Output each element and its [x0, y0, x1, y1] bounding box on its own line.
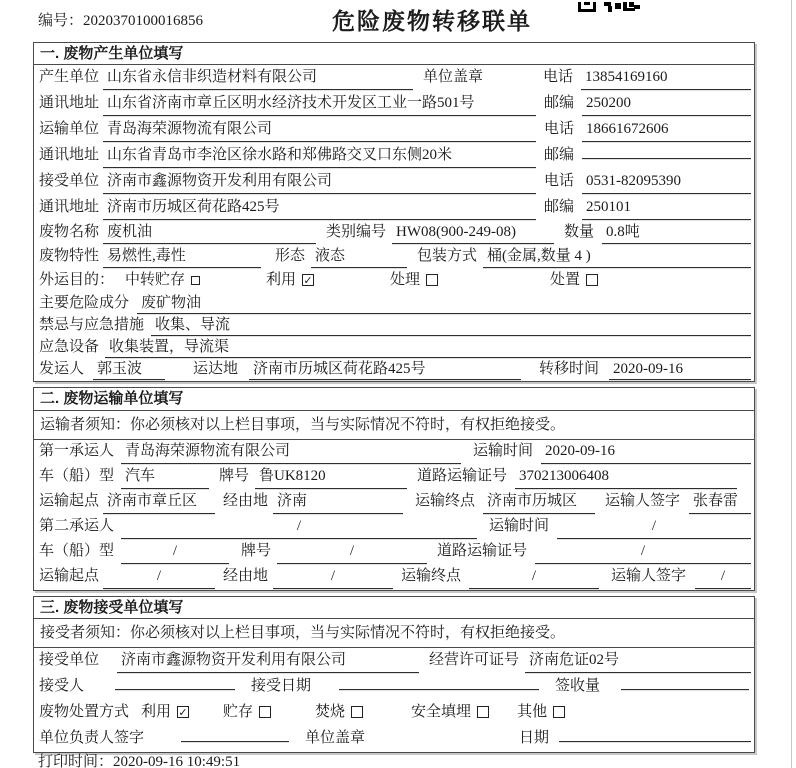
row-second-carrier [34, 515, 754, 540]
route2-start-label: 运输起点 [39, 568, 99, 584]
route1-sign-value: 张春雷 [689, 490, 751, 514]
road-license2-label: 道路运输证号 [437, 543, 528, 559]
acceptor-label: 接受人 [39, 678, 85, 694]
accept-date-label: 接受日期 [251, 678, 312, 694]
route2-end-label: 运输终点 [401, 568, 462, 584]
accepting-unit-value: 济南市鑫源物资开发利用有限公司 [117, 648, 419, 673]
road-license1-value: 370213006408 [515, 465, 737, 489]
producer-zip-value: 250200 [582, 91, 751, 116]
accepting-unit-label: 接受单位 [39, 652, 99, 668]
print-time [38, 750, 240, 768]
disposal-option-other [517, 700, 565, 724]
row-receiver-unit [34, 169, 754, 195]
row-accepting-unit [34, 648, 754, 674]
receiver-notice: 接受者须知：你必须核对以上栏目事项，当与实际情况不符时，有权拒绝接受。 [34, 619, 754, 648]
vehicle-type2-value: / [121, 540, 229, 564]
plate1-value: 鲁UK8120 [255, 465, 407, 489]
row-producer-address [34, 91, 754, 117]
transfer-time-label: 转移时间 [539, 361, 600, 377]
purpose-utilize-label: 利用 [266, 272, 297, 288]
disposal-storage-checkbox [259, 706, 271, 718]
second-carrier-label: 第二承运人 [39, 518, 115, 534]
waste-form-label: 形态 [275, 248, 306, 264]
disposal-option-incinerate [315, 700, 363, 724]
route1-sign-label: 运输人签字 [605, 493, 681, 509]
first-carrier-value: 青岛海荣源物流有限公司 [121, 440, 461, 464]
receiver-address-value: 济南市历城区荷花路425号 [103, 195, 536, 220]
row-acceptor [34, 674, 754, 700]
producer-address-label: 通讯地址 [39, 95, 99, 111]
transport-address-value: 山东省青岛市李沧区徐水路和郑佛路交叉口东侧20米 [103, 143, 536, 168]
row-emergency-measures [34, 315, 754, 337]
disposal-incinerate-label: 焚烧 [315, 704, 346, 720]
row-waste-name [34, 221, 754, 245]
row-hazard-components [34, 293, 754, 315]
first-carrier-label: 第一承运人 [39, 443, 115, 459]
transport-phone-value: 18661672606 [582, 117, 751, 142]
waste-qty-value: 0.8吨 [602, 221, 751, 244]
producer-phone-value: 13854169160 [581, 65, 751, 90]
plate2-value: / [277, 540, 427, 564]
shipper-value: 郭玉波 [93, 359, 165, 380]
purpose-dispose-checkbox [586, 274, 598, 286]
emergency-equipment-value: 收集装置，导流渠 [105, 337, 751, 358]
route2-via-value: / [273, 565, 393, 589]
accept-date-value [339, 675, 539, 690]
transfer-time-value: 2020-09-16 [609, 359, 751, 380]
transport-time2-value: / [557, 515, 751, 539]
transport-time1-value: 2020-09-16 [541, 440, 751, 464]
section-transporter [33, 387, 755, 591]
road-license2-value: / [535, 540, 751, 564]
disposal-other-checkbox [553, 706, 565, 718]
transport-zip-label: 邮编 [544, 147, 575, 163]
waste-category-label: 类别编号 [326, 224, 387, 240]
row-route1 [34, 490, 754, 515]
producer-zip-label: 邮编 [544, 95, 575, 111]
producer-phone-label: 电话 [543, 69, 574, 85]
row-disposal-method [34, 700, 754, 726]
disposal-incinerate-checkbox [351, 706, 363, 718]
operating-license-value: 济南危证02号 [525, 648, 751, 673]
unit-seal2-label: 单位盖章 [305, 730, 365, 746]
unit-seal-label: 单位盖章 [423, 69, 483, 85]
purpose-utilize-checkbox: ✓ [303, 274, 313, 286]
emergency-measures-value: 收集、导流 [151, 315, 751, 336]
hazard-components-value: 废矿物油 [137, 293, 751, 314]
receiver-unit-value: 济南市鑫源物资开发利用有限公司 [103, 169, 536, 194]
emergency-measures-label: 禁忌与应急措施 [39, 317, 145, 333]
print-time-value: 2020-09-16 10:49:51 [113, 754, 241, 768]
transport-time2-label: 运输时间 [489, 518, 550, 534]
waste-property-label: 废物特性 [39, 248, 99, 264]
disposal-method-label: 废物处置方式 [39, 704, 130, 720]
row-route2 [34, 565, 754, 590]
transport-time1-label: 运输时间 [473, 443, 534, 459]
print-time-label: 打印时间： [38, 754, 114, 768]
purpose-treat-checkbox [426, 274, 438, 286]
route2-end-value: / [469, 565, 599, 589]
disposal-storage-label: 贮存 [223, 704, 254, 720]
waste-name-value: 废机油 [103, 221, 316, 244]
vehicle-type2-label: 车（船）型 [39, 543, 115, 559]
shipper-label: 发运人 [39, 361, 85, 377]
route1-start-value: 济南市章丘区 [103, 490, 215, 514]
form-content [0, 42, 796, 758]
disposal-landfill-label: 安全填埋 [411, 704, 472, 720]
page-title: 危险废物转移联单 [332, 8, 532, 34]
disposal-other-label: 其他 [517, 704, 548, 720]
row-waste-property [34, 245, 754, 269]
transport-phone-label: 电话 [544, 121, 575, 137]
route2-start-value: / [103, 565, 215, 589]
row-vehicle2 [34, 540, 754, 565]
row-transfer-purpose [34, 269, 754, 293]
receiver-zip-label: 邮编 [544, 199, 575, 215]
transport-zip-value [582, 144, 751, 159]
route2-sign-label: 运输人签字 [611, 568, 687, 584]
section-producer [33, 42, 755, 382]
operating-license-label: 经营许可证号 [429, 652, 520, 668]
producer-unit-label: 产生单位 [39, 69, 99, 85]
waste-name-label: 废物名称 [39, 224, 99, 240]
destination-label: 运达地 [193, 361, 239, 377]
purpose-label: 外运目的： [39, 272, 115, 288]
signed-amount-value [621, 675, 749, 690]
receiver-address-label: 通讯地址 [39, 199, 99, 215]
producer-unit-value: 山东省永信非织造材料有限公司 [103, 65, 413, 90]
acceptor-value [115, 675, 235, 690]
packaging-value: 桶(金属,数量 4 ) [483, 245, 751, 268]
responsible-signature-value [181, 727, 289, 742]
seal-date-label: 日期 [519, 730, 550, 746]
receiver-unit-label: 接受单位 [39, 173, 99, 189]
document-number-label: 编号： [38, 13, 84, 29]
disposal-utilize-checkbox: ✓ [178, 706, 188, 718]
section-receiver [33, 596, 755, 753]
disposal-landfill-checkbox [477, 706, 489, 718]
producer-address-value: 山东省济南市章丘区明水经济技术开发区工业一路501号 [103, 91, 536, 116]
vehicle-type1-label: 车（船）型 [39, 468, 115, 484]
route1-via-label: 经由地 [223, 493, 269, 509]
responsible-signature-label: 单位负责人签字 [39, 730, 145, 746]
row-transport-unit [34, 117, 754, 143]
row-receiver-address [34, 195, 754, 221]
route1-end-value: 济南市历城区 [483, 490, 595, 514]
destination-value: 济南市历城区荷花路425号 [249, 359, 521, 380]
disposal-utilize-label: 利用 [141, 704, 172, 720]
emergency-equipment-label: 应急设备 [39, 339, 99, 355]
qr-code-fragment-icon [578, 0, 640, 11]
route2-via-label: 经由地 [223, 568, 269, 584]
second-carrier-value: / [121, 515, 477, 539]
waste-qty-label: 数量 [564, 224, 595, 240]
plate1-label: 牌号 [219, 468, 250, 484]
transporter-notice: 运输者须知：你必须核对以上栏目事项，当与实际情况不符时，有权拒绝接受。 [34, 411, 754, 440]
purpose-treat-label: 处理 [390, 272, 421, 288]
waste-property-value: 易燃性,毒性 [103, 245, 261, 268]
waste-form-value: 液态 [311, 245, 407, 268]
route1-start-label: 运输起点 [39, 493, 99, 509]
section-receiver-title: 三. 废物接受单位填写 [34, 597, 754, 619]
document-number-value: 2020370100016856 [83, 13, 204, 29]
purpose-dispose-label: 处置 [550, 272, 581, 288]
vehicle-type1-value: 汽车 [121, 465, 209, 489]
route1-via-value: 济南 [273, 490, 403, 514]
transport-unit-value: 青岛海荣源物流有限公司 [103, 117, 536, 142]
row-emergency-equipment [34, 337, 754, 359]
waste-category-value: HW08(900-249-08) [392, 221, 554, 244]
transport-unit-label: 运输单位 [39, 121, 99, 137]
packaging-label: 包装方式 [417, 248, 478, 264]
road-license1-label: 道路运输证号 [417, 468, 508, 484]
disposal-option-utilize [141, 700, 189, 724]
purpose-transit-storage-label: 中转贮存 [125, 272, 186, 288]
plate2-label: 牌号 [241, 543, 272, 559]
route2-sign-value: / [695, 565, 751, 589]
purpose-option-treat [390, 269, 438, 291]
purpose-option-transit-storage [125, 269, 200, 291]
hazard-components-label: 主要危险成分 [39, 295, 130, 311]
row-first-carrier [34, 440, 754, 465]
purpose-option-dispose [550, 269, 598, 291]
signed-amount-label: 签收量 [555, 678, 601, 694]
section-transporter-title: 二. 废物运输单位填写 [34, 388, 754, 411]
receiver-phone-value: 0531-82095390 [582, 169, 751, 194]
transport-address-label: 通讯地址 [39, 147, 99, 163]
purpose-transit-storage-checkbox [191, 276, 200, 285]
seal-date-value [559, 727, 751, 742]
row-producer-unit [34, 65, 754, 91]
row-transport-address [34, 143, 754, 169]
receiver-phone-label: 电话 [544, 173, 575, 189]
row-vehicle1 [34, 465, 754, 490]
receiver-zip-value: 250101 [582, 195, 751, 220]
row-shipper [34, 359, 754, 381]
route1-end-label: 运输终点 [415, 493, 476, 509]
purpose-option-utilize [266, 269, 314, 291]
document-number [38, 9, 203, 30]
row-responsible-signature [34, 726, 754, 752]
disposal-option-landfill [411, 700, 489, 724]
section-producer-title: 一. 废物产生单位填写 [34, 43, 754, 65]
disposal-option-storage [223, 700, 271, 724]
